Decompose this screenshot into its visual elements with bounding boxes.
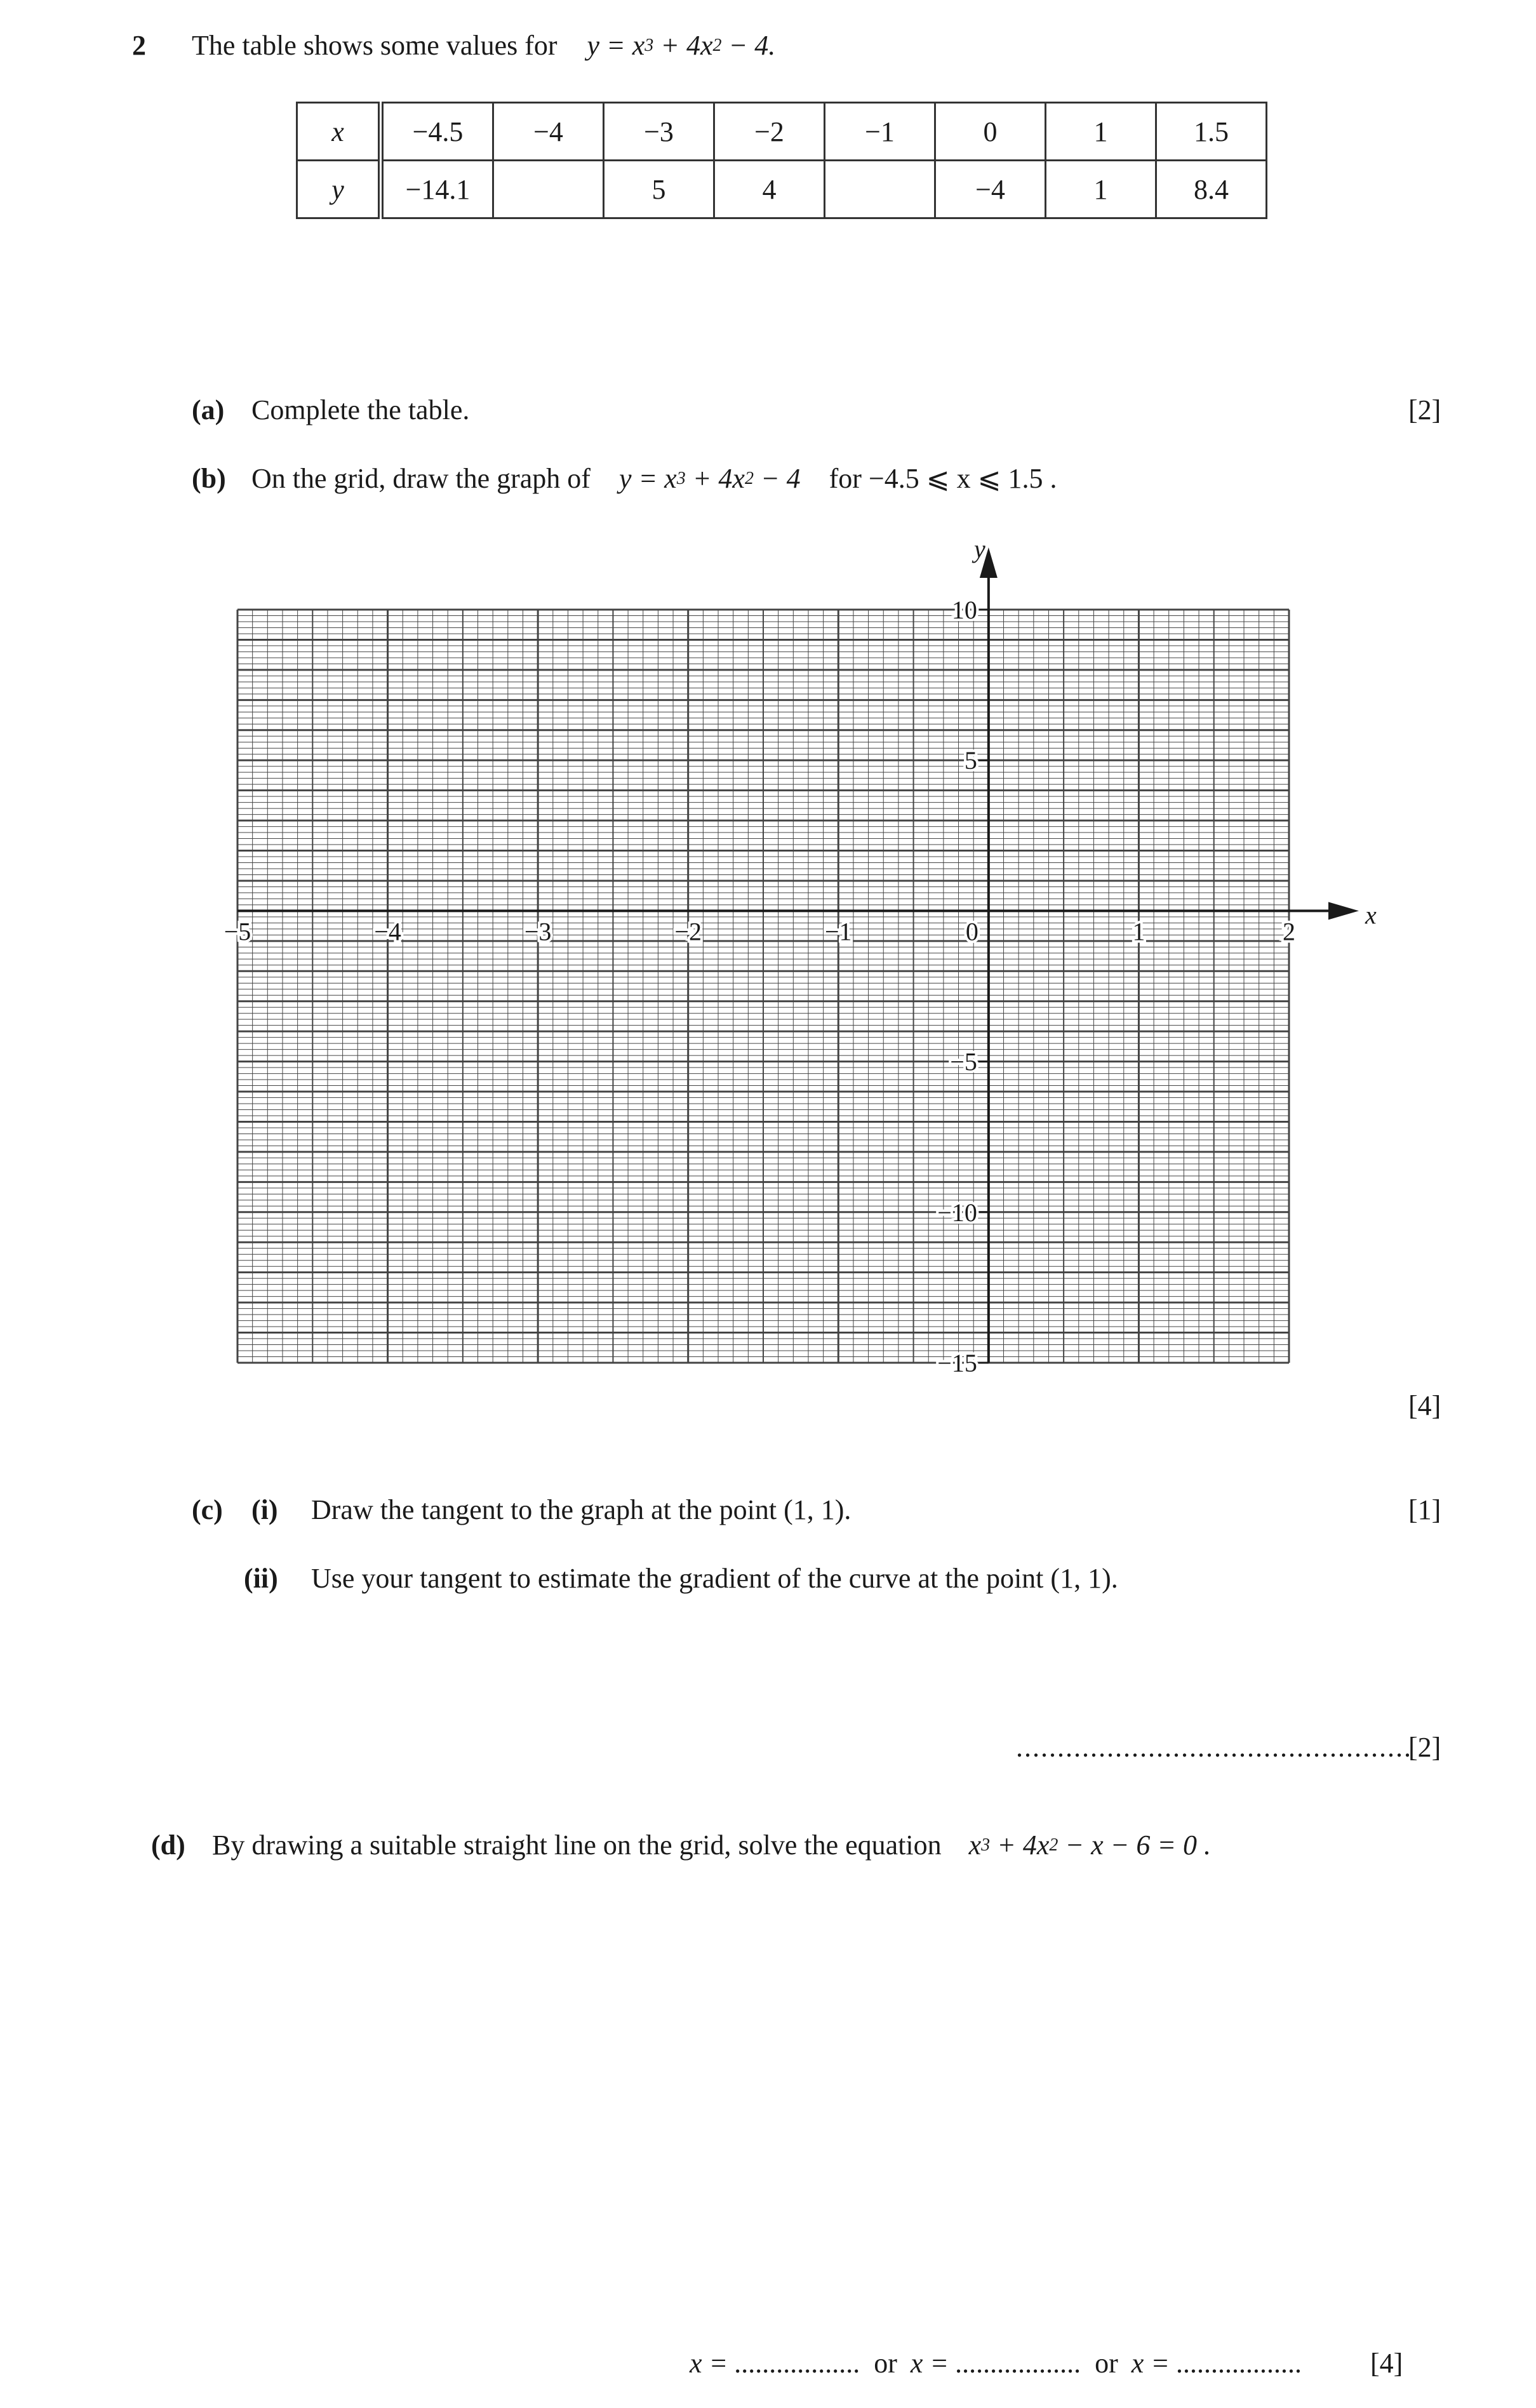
part-c-ii-label: (ii) xyxy=(244,1563,278,1594)
table-cell: −4 xyxy=(935,161,1046,218)
part-b-instruction: On the grid, draw the graph of xyxy=(251,463,591,494)
part-d-equation: $x^3 + 4x^2 - x - 6 = 0$ . xyxy=(968,1829,1212,1861)
part-c-i-marks: [1] xyxy=(1408,1494,1441,1525)
table-cell: 0 xyxy=(935,103,1046,161)
gradient-answer-line[interactable]: ................................................ xyxy=(1016,1732,1412,1763)
x-axis-arrow-icon xyxy=(1328,902,1359,920)
x-tick-label: −1 xyxy=(825,917,852,946)
table-cell: −4.5 xyxy=(381,103,493,161)
part-d-marks: [4] xyxy=(1370,2348,1403,2379)
part-c-label: (c) xyxy=(192,1494,223,1525)
table-cell: −1 xyxy=(825,103,935,161)
part-b-marks: [4] xyxy=(1408,1390,1441,1421)
y-tick-label: −10 xyxy=(937,1198,977,1227)
table-cell: −3 xyxy=(604,103,714,161)
y-tick-label: −5 xyxy=(950,1047,977,1076)
part-b-range: for −4.5 ⩽ x ⩽ 1.5 . xyxy=(829,463,1057,494)
x-tick-label: 2 xyxy=(1283,917,1295,946)
part-c-ii-marks: [2] xyxy=(1408,1732,1441,1763)
x-tick-label: −2 xyxy=(674,917,702,946)
part-a-label: (a) xyxy=(192,394,225,425)
table-cell: −2 xyxy=(714,103,825,161)
part-d-instruction: By drawing a suitable straight line on the grid, solve the equation xyxy=(212,1829,942,1861)
answer-x2[interactable]: x = .................. xyxy=(910,2348,1082,2379)
x-tick-label: 0 xyxy=(965,917,978,946)
x-tick-label: −4 xyxy=(374,917,401,946)
y-tick-label: 5 xyxy=(964,746,977,775)
part-c-ii-text: Use your tangent to estimate the gradient of the curve at the point (1, 1). xyxy=(311,1563,1118,1594)
table-cell: 1 xyxy=(1046,161,1156,218)
table-cell: −14.1 xyxy=(381,161,493,218)
part-d-text xyxy=(212,1829,1211,1861)
part-c-i-label: (i) xyxy=(251,1494,278,1525)
table-header-x: x xyxy=(297,103,381,161)
part-a-text: Complete the table. xyxy=(251,394,470,425)
table-cell: −4 xyxy=(493,103,604,161)
table-cell: 8.4 xyxy=(1156,161,1267,218)
table-cell: 5 xyxy=(604,161,714,218)
answer-x1[interactable]: x = .................. xyxy=(690,2348,861,2379)
part-b-label: (b) xyxy=(192,463,226,494)
main-equation: $y = x^3 + 4x^2 - 4$. xyxy=(587,30,776,61)
question-number: 2 xyxy=(132,30,146,61)
part-d-answers xyxy=(690,2347,1302,2379)
x-tick-label: −3 xyxy=(524,917,552,946)
y-axis-label: y xyxy=(973,535,985,563)
x-tick-label: −5 xyxy=(224,917,251,946)
part-a-marks: [2] xyxy=(1408,394,1441,425)
table-cell: 1 xyxy=(1046,103,1156,161)
part-b-equation: $y = x^3 + 4x^2 - 4$ xyxy=(618,463,801,494)
answer-or-2: or xyxy=(1095,2348,1118,2379)
intro-text: The table shows some values for xyxy=(192,30,558,61)
part-d-label: (d) xyxy=(151,1829,185,1861)
table-header-y: y xyxy=(297,161,381,218)
part-c-i-text: Draw the tangent to the graph at the point (1, 1). xyxy=(311,1494,851,1525)
answer-or-1: or xyxy=(874,2348,897,2379)
x-axis-label: x xyxy=(1365,900,1377,930)
x-tick-label: 1 xyxy=(1132,917,1145,946)
y-tick-label: −15 xyxy=(937,1349,977,1377)
answer-x3[interactable]: x = .................. xyxy=(1131,2348,1303,2379)
table-cell: 1.5 xyxy=(1156,103,1267,161)
table-cell: 4 xyxy=(714,161,825,218)
y-tick-label: 10 xyxy=(951,596,977,624)
